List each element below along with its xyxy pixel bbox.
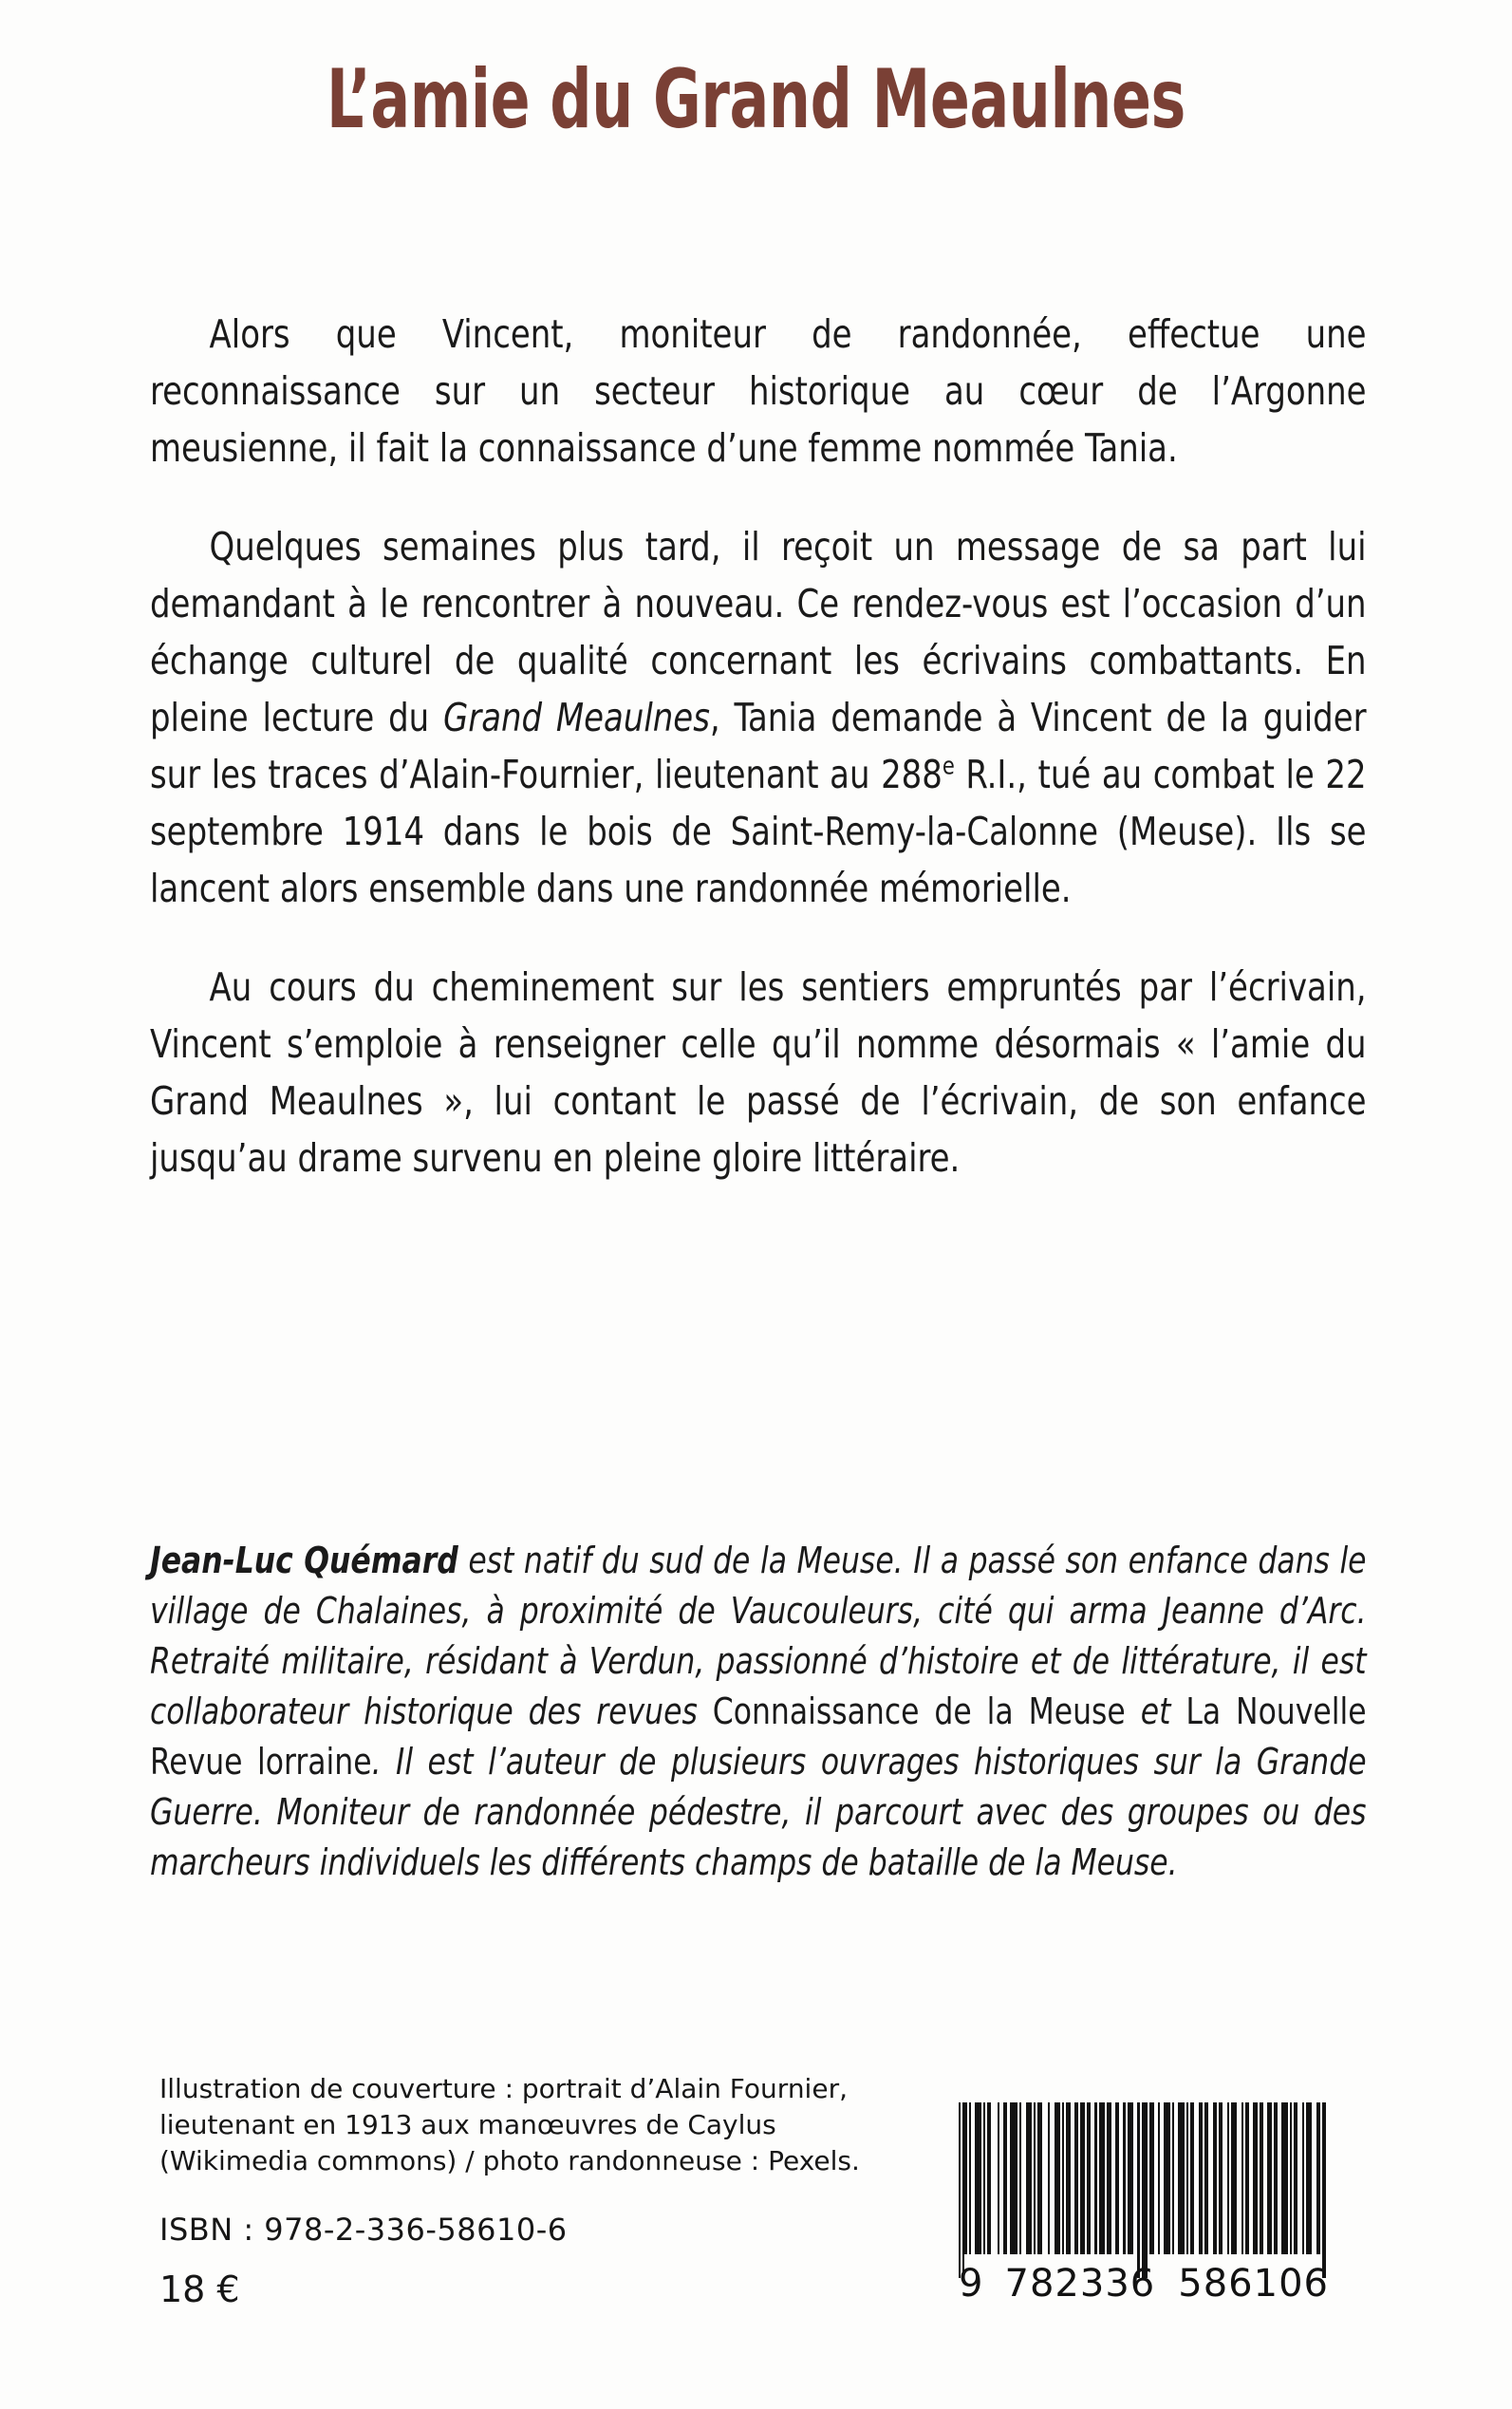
blurb-paragraph-2 [150, 518, 1367, 917]
credits-line-3: (Wikimedia commons) / photo randonneuse : Pexels. [159, 2145, 860, 2176]
bio-text-a: est natif du sud de la Meuse. Il a passé son enfance dans le village de Chalaines, à proximité de Vaucouleurs, cité qui arma Jeanne d’Arc. Retraité militaire, résidant à Verdun, passionné d’histoire et de littérature, il est collaborateur historique des revues [150, 1540, 1367, 1732]
credits-line-1: Illustration de couverture : portrait d’Alain Fournier, [159, 2073, 848, 2104]
barcode-bars [959, 2102, 1329, 2254]
page-title: L’amie du Grand Meaulnes [327, 52, 1185, 147]
barcode [959, 2102, 1329, 2321]
cover-credits [159, 2071, 881, 2179]
blurb-paragraph-3-text: Au cours du cheminement sur les sentiers empruntés par l’écrivain, Vincent s’emploie à renseigner celle qu’il nomme désormais « l’amie du Grand Meaulnes », lui contant le passé de l’écrivain, de son enfance jusqu’au drame survenu en pleine gloire littéraire. [150, 964, 1367, 1181]
credits-line-2: lieutenant en 1913 aux manœuvres de Caylus [159, 2109, 776, 2140]
price-text: 18 € [159, 2269, 240, 2310]
blurb-paragraph-2-text-b: , Tania demande à Vincent de la guider sur les traces d’Alain-Fournier, lieutenant au 288 [150, 695, 1367, 797]
blurb-paragraph-1 [150, 306, 1367, 476]
blurb-paragraph-2-text-a: Quelques semaines plus tard, il reçoit un message de sa part lui demandant à le rencontrer à nouveau. Ce rendez-vous est l’occasion d’un échange culturel de qualité concernant les écrivains combattants. En pleine lecture du [150, 524, 1367, 740]
isbn-text: ISBN : 978-2-336-58610-6 [159, 2212, 568, 2248]
bio-conjunction: et [1125, 1690, 1186, 1732]
review-title-la-nouvelle-revue-lorraine: La Nouvelle Revue lorraine [150, 1690, 1367, 1783]
barcode-bar [1324, 2102, 1326, 2278]
blurb-paragraph-1-text: Alors que Vincent, moniteur de randonnée, effectue une reconnaissance sur un secteur historique au cœur de l’Argonne meusienne, il fait la connaissance d’une femme nommée Tania. [150, 311, 1367, 471]
author-bio [150, 1536, 1367, 1888]
blurb-paragraph-2-text-c: R.I., tué au combat le 22 septembre 1914 dans le bois de Saint-Remy-la-Calonne (Meuse). Ils se lancent alors ensemble dans une randonnée mémorielle. [150, 752, 1367, 911]
barcode-group-1: 782336 [1004, 2262, 1156, 2306]
barcode-group-2: 586106 [1178, 2262, 1329, 2306]
bio-text-b: . Il est l’auteur de plusieurs ouvrages historiques sur la Grande Guerre. Moniteur de randonnée pédestre, il parcourt avec des groupes ou des marcheurs individuels les différents champs de bataille de la Meuse. [150, 1741, 1367, 1883]
ordinal-superscript: e [942, 751, 955, 780]
blurb-text [150, 306, 1367, 1186]
barcode-digits [959, 2262, 1329, 2306]
novel-title-grand-meaulnes: Grand Meaulnes [442, 695, 710, 740]
blurb-paragraph-3 [150, 959, 1367, 1186]
barcode-digit-lead: 9 [959, 2262, 984, 2306]
review-title-connaissance-de-la-meuse: Connaissance de la Meuse [712, 1690, 1126, 1732]
author-name: Jean-Luc Quémard [150, 1540, 458, 1581]
